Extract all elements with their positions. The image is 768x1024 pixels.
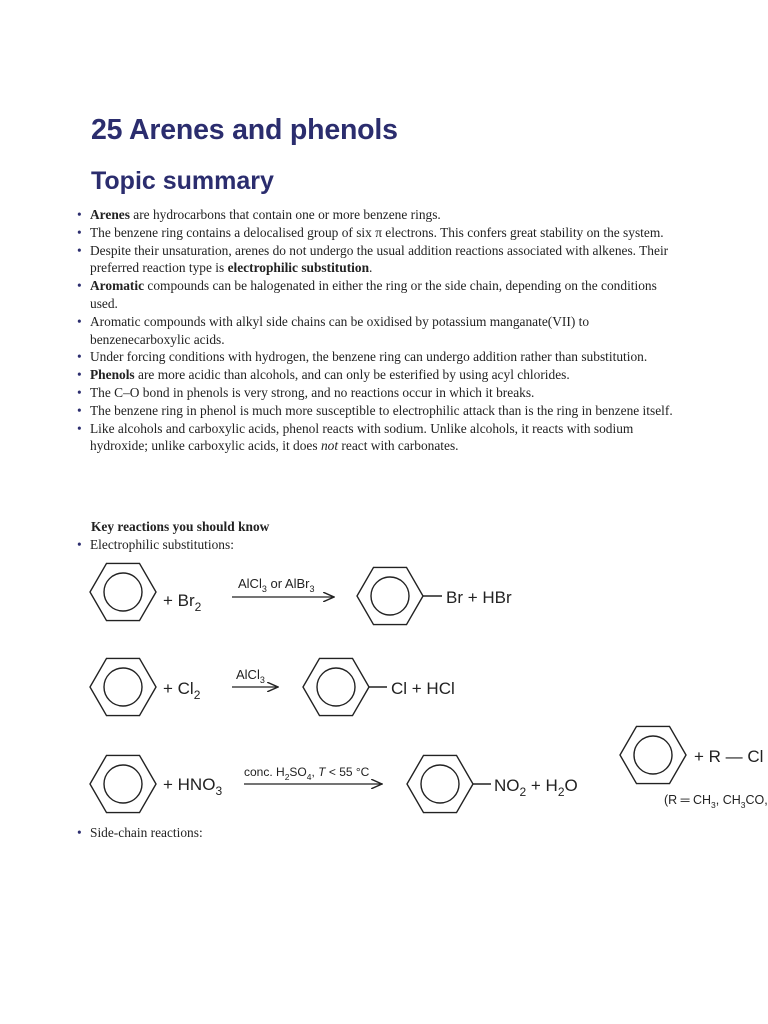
page-title: 25 Arenes and phenols bbox=[91, 114, 398, 146]
key-reactions-heading: Key reactions you should know bbox=[91, 519, 270, 534]
benzene-ring-icon bbox=[620, 726, 686, 783]
reagent-rcl: + R — Cl bbox=[694, 747, 764, 766]
list-item-text: Under forcing conditions with hydrogen, the benzene ring can undergo addition rather than substitution. bbox=[90, 349, 648, 365]
list-item bbox=[77, 206, 677, 224]
product-bromobenzene: Br + HBr bbox=[446, 588, 512, 607]
reaction-nitration bbox=[90, 755, 578, 812]
list-item-text: The benzene ring in phenol is much more susceptible to electrophilic attack than is the ring in benzene itself. bbox=[90, 402, 673, 418]
conditions-nitration: conc. $H_2SO_4$, T < 55 °C bbox=[244, 765, 370, 782]
benzene-ring-icon bbox=[90, 563, 156, 620]
bold-term: Phenols bbox=[90, 367, 135, 383]
italic-term: not bbox=[320, 438, 339, 454]
list-item-text: The benzene ring contains a delocalised group of six π electrons. This confers great stability on the system. bbox=[90, 224, 664, 240]
list-item bbox=[77, 348, 677, 366]
benzene-ring-icon bbox=[357, 567, 423, 624]
list-item bbox=[77, 366, 677, 384]
reaction-bromination bbox=[90, 563, 512, 624]
list-item bbox=[77, 277, 677, 313]
benzene-ring-icon bbox=[303, 658, 369, 715]
reaction-schemes bbox=[0, 550, 768, 820]
reagent-br2: + $Br_2$ bbox=[163, 591, 202, 614]
reagent-hno3: + $HNO_3$ bbox=[163, 775, 223, 798]
list-item bbox=[77, 224, 677, 242]
list-item bbox=[77, 242, 677, 278]
benzene-ring-icon bbox=[90, 658, 156, 715]
summary-list bbox=[77, 206, 677, 455]
list-item-text: are more acidic than alcohols, and can only be esterified by using acyl chlorides. bbox=[134, 367, 570, 383]
topic-summary-heading: Topic summary bbox=[91, 167, 274, 195]
electrophilic-label: • Electrophilic substitutions: bbox=[77, 537, 234, 553]
list-item bbox=[77, 420, 677, 456]
side-chain-label: • Side-chain reactions: bbox=[77, 825, 203, 841]
list-item-text: react with carbonates. bbox=[338, 438, 459, 454]
list-item bbox=[77, 402, 677, 420]
list-item bbox=[77, 313, 677, 349]
benzene-ring-icon bbox=[90, 755, 156, 812]
conditions-alcl3: AlCl$_3$ bbox=[236, 667, 265, 685]
r-group-note: (R ═ $CH_3$, $CH_3CO$, bbox=[664, 793, 768, 810]
product-nitrobenzene: $NO_2 + H_2O$ bbox=[494, 776, 578, 799]
product-chlorobenzene: Cl + HCl bbox=[391, 679, 455, 698]
conditions-alcl3-albr3: AlCl$_3$ or AlBr$_3$ bbox=[238, 576, 315, 594]
list-item-text: are hydrocarbons that contain one or more benzene rings. bbox=[129, 207, 441, 222]
list-item-text: Aromatic compounds with alkyl side chains can be oxidised by potassium manganate(VII) to benzenecarboxylic acids. bbox=[90, 313, 590, 347]
list-item-text: . bbox=[369, 260, 373, 276]
bold-term: electrophilic substitution bbox=[227, 260, 370, 276]
list-item-text: The C–O bond in phenols is very strong, and no reactions occur in which it breaks. bbox=[90, 384, 535, 400]
bold-term: Arenes bbox=[90, 207, 130, 222]
list-item-text: Despite their unsaturation, arenes do not undergo the usual addition reactions associated with alkenes. Their preferred reaction type is bbox=[90, 242, 669, 276]
reaction-chlorination bbox=[90, 658, 455, 715]
list-item bbox=[77, 384, 677, 402]
reaction-friedel-crafts bbox=[620, 726, 768, 810]
benzene-ring-icon bbox=[407, 755, 473, 812]
list-item-text: Like alcohols and carboxylic acids, phenol reacts with sodium. Unlike alcohols, it reacts with sodium hydroxide; unlike carboxylic acids, it does bbox=[90, 420, 634, 454]
bold-term: Aromatic bbox=[90, 278, 145, 294]
reagent-cl2: + $Cl_2$ bbox=[163, 679, 201, 702]
list-item-text: compounds can be halogenated in either the ring or the side chain, depending on the conditions used. bbox=[90, 278, 657, 311]
